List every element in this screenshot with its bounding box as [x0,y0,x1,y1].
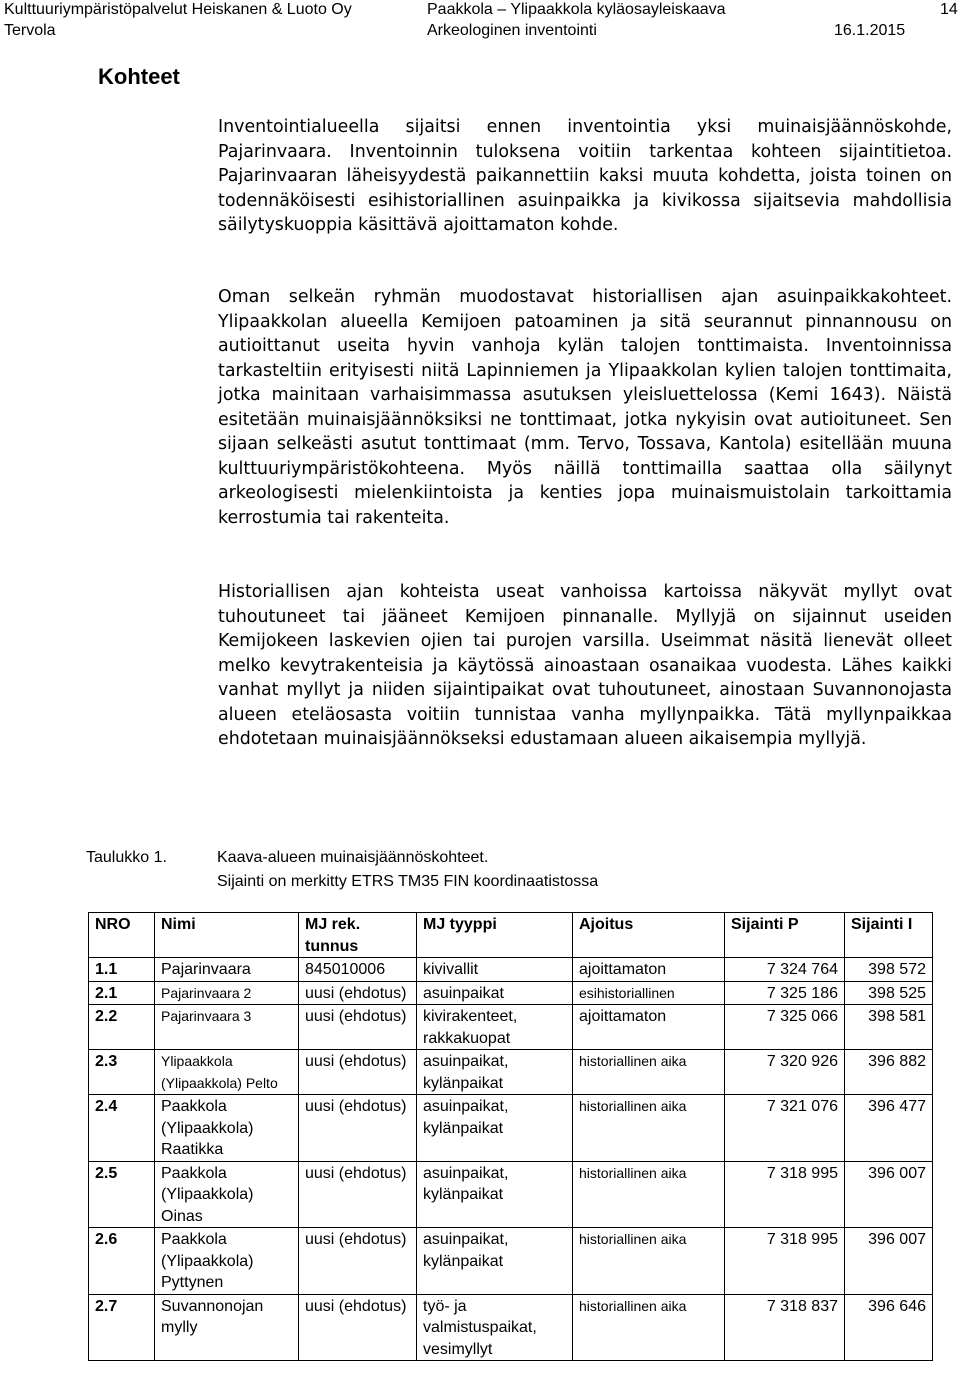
cell-sijainti-p: 7 320 926 [725,1050,845,1095]
cell-sijainti-p: 7 318 995 [725,1228,845,1295]
header-project-title: Paakkola – Ylipaakkola kyläosayleiskaava [427,1,726,18]
cell-mj-tyyppi: asuinpaikat [417,981,573,1005]
col-header-nro: NRO [89,913,155,958]
cell-sijainti-p: 7 325 186 [725,981,845,1005]
table-row [89,1161,933,1228]
col-header-ajoitus: Ajoitus [573,913,725,958]
cell-nro: 2.2 [89,1005,155,1050]
col-header-mj-tyyppi: MJ tyyppi [417,913,573,958]
col-header-sijainti-p: Sijainti P [725,913,845,958]
cell-nimi: Paakkola (Ylipaakkola) Pyttynen [155,1228,299,1295]
cell-ajoitus: historiallinen aika [573,1294,725,1361]
page-number: 14 [940,1,958,18]
cell-nro: 2.5 [89,1161,155,1228]
table-row [89,981,933,1005]
cell-nimi: Pajarinvaara 3 [155,1005,299,1050]
cell-nimi: Paakkola (Ylipaakkola) Oinas [155,1161,299,1228]
cell-mj-tunnus: uusi (ehdotus) [299,1095,417,1162]
cell-ajoitus: historiallinen aika [573,1161,725,1228]
header-date: 16.1.2015 [834,22,906,39]
table-row [89,1294,933,1361]
cell-mj-tunnus: 845010006 [299,958,417,982]
paragraph-3: Historiallisen ajan kohteista useat vanhoissa kartoissa näkyvät myllyt ovat tuhoutuneet tai jääneet Kemijoen pinnanalle. Myllyjä on sijainnut useiden Kemijokeen laskevien ojien tai purojen varsilla. Useimmat näsitä lienevät olleet melko kevytrakenteisia ja käytössä ainoastaan osanaikaa vuodesta. Lähes kaikki vanhat myllyt ja niiden sijaintipaikat ovat tuhoutuneet, ainostaan Suvannonojasta alueen eteläosasta voitiin tunnistaa vanha myllynpaikka. Tätä myllynpaikkaa ehdotetaan muinaisjäännökseksi edustamaan alueen aikaisempia myllyjä. [218,582,952,749]
cell-ajoitus: ajoittamaton [573,958,725,982]
col-header-sijainti-i: Sijainti I [845,913,933,958]
header-company: Kulttuuriympäristöpalvelut Heiskanen & Luoto Oy [4,1,352,18]
cell-nimi: Paakkola (Ylipaakkola) Raatikka [155,1095,299,1162]
cell-sijainti-i: 396 007 [845,1228,933,1295]
cell-ajoitus: historiallinen aika [573,1050,725,1095]
cell-nro: 2.1 [89,981,155,1005]
cell-nro: 2.4 [89,1095,155,1162]
header-location: Tervola [4,22,56,39]
table-caption-title: Kaava-alueen muinaisjäännöskohteet. [217,849,489,866]
cell-sijainti-i: 398 525 [845,981,933,1005]
section-title: Kohteet [98,64,180,89]
header-report-type: Arkeologinen inventointi [427,22,597,39]
cell-sijainti-i: 396 646 [845,1294,933,1361]
cell-mj-tyyppi: kivirakenteet, rakkakuopat [417,1005,573,1050]
table-row [89,1050,933,1095]
cell-mj-tunnus: uusi (ehdotus) [299,1161,417,1228]
heritage-sites-table [88,912,933,1361]
cell-sijainti-p: 7 318 837 [725,1294,845,1361]
cell-nimi: Ylipaakkola (Ylipaakkola) Pelto [155,1050,299,1095]
table-row [89,958,933,982]
col-header-mj-tunnus: MJ rek. tunnus [299,913,417,958]
cell-nro: 2.7 [89,1294,155,1361]
cell-mj-tunnus: uusi (ehdotus) [299,1294,417,1361]
cell-nro: 1.1 [89,958,155,982]
cell-mj-tunnus: uusi (ehdotus) [299,1005,417,1050]
cell-sijainti-p: 7 318 995 [725,1161,845,1228]
cell-mj-tyyppi: asuinpaikat, kylänpaikat [417,1228,573,1295]
cell-sijainti-i: 396 477 [845,1095,933,1162]
paragraph-1: Inventointialueella sijaitsi ennen inventointia yksi muinaisjäännöskohde, Pajarinvaara. Inventoinnin tuloksena voitiin tarkentaa kohteen sijaintitietoa. Pajarinvaaran läheisyydestä paikannettiin kaksi muuta kohdetta, joista toinen on todennäköisesti esihistoriallinen asuinpaikka ja kivikossa sijaitsevia mahdollisia säilytyskuoppia käsittävä ajoittamaton kohde. [218,117,952,235]
cell-nro: 2.3 [89,1050,155,1095]
cell-mj-tunnus: uusi (ehdotus) [299,981,417,1005]
cell-sijainti-p: 7 321 076 [725,1095,845,1162]
cell-nimi: Pajarinvaara 2 [155,981,299,1005]
cell-sijainti-i: 398 581 [845,1005,933,1050]
cell-sijainti-i: 396 882 [845,1050,933,1095]
cell-mj-tunnus: uusi (ehdotus) [299,1050,417,1095]
cell-ajoitus: historiallinen aika [573,1228,725,1295]
table-row [89,1095,933,1162]
cell-nimi: Suvannonojan mylly [155,1294,299,1361]
cell-mj-tyyppi: asuinpaikat, kylänpaikat [417,1050,573,1095]
cell-ajoitus: historiallinen aika [573,1095,725,1162]
cell-ajoitus: ajoittamaton [573,1005,725,1050]
cell-mj-tyyppi: työ- ja valmistuspaikat, vesimyllyt [417,1294,573,1361]
table-header-row [89,913,933,958]
cell-ajoitus: esihistoriallinen [573,981,725,1005]
table-row [89,1228,933,1295]
cell-mj-tunnus: uusi (ehdotus) [299,1228,417,1295]
cell-nimi: Pajarinvaara [155,958,299,982]
table-caption-note: Sijainti on merkitty ETRS TM35 FIN koordinaatistossa [217,873,599,890]
cell-sijainti-p: 7 324 764 [725,958,845,982]
cell-sijainti-i: 396 007 [845,1161,933,1228]
cell-mj-tyyppi: kivivallit [417,958,573,982]
cell-mj-tyyppi: asuinpaikat, kylänpaikat [417,1095,573,1162]
col-header-nimi: Nimi [155,913,299,958]
cell-nro: 2.6 [89,1228,155,1295]
cell-mj-tyyppi: asuinpaikat, kylänpaikat [417,1161,573,1228]
paragraph-2: Oman selkeän ryhmän muodostavat historiallisen ajan asuinpaikkakohteet. Ylipaakkolan alueella Kemijoen patoaminen ja sitä seurannut pinnannousu on autioittanut useita hyvin vanhoja kylän talojen tonttimaista. Inventoinnissa tarkasteltiin erityisesti niitä Lapinniemen ja Ylipaakkolan kylien talojen tonttimaita, jotka mainitaan varhaisimmassa asutuksen yleisluettelossa (Kemi 1643). Näistä esitetään muinaisjäännöksiksi ne tonttimaat, jotka nykyisin ovat autioituneet. Sen sijaan selkeästi asutut tonttimaat (mm. Tervo, Tossava, Kantola) esitellään muuna kulttuuriympäristökohteena. Myös näillä tonttimailla saattaa olla säilynyt arkeologisesti mielenkiintoista ja kenties jopa muinaismuistolain tarkoittamia kerrostumia tai rakenteita. [218,287,952,528]
cell-sijainti-i: 398 572 [845,958,933,982]
table-row [89,1005,933,1050]
table-caption-label: Taulukko 1. [86,849,167,866]
cell-sijainti-p: 7 325 066 [725,1005,845,1050]
